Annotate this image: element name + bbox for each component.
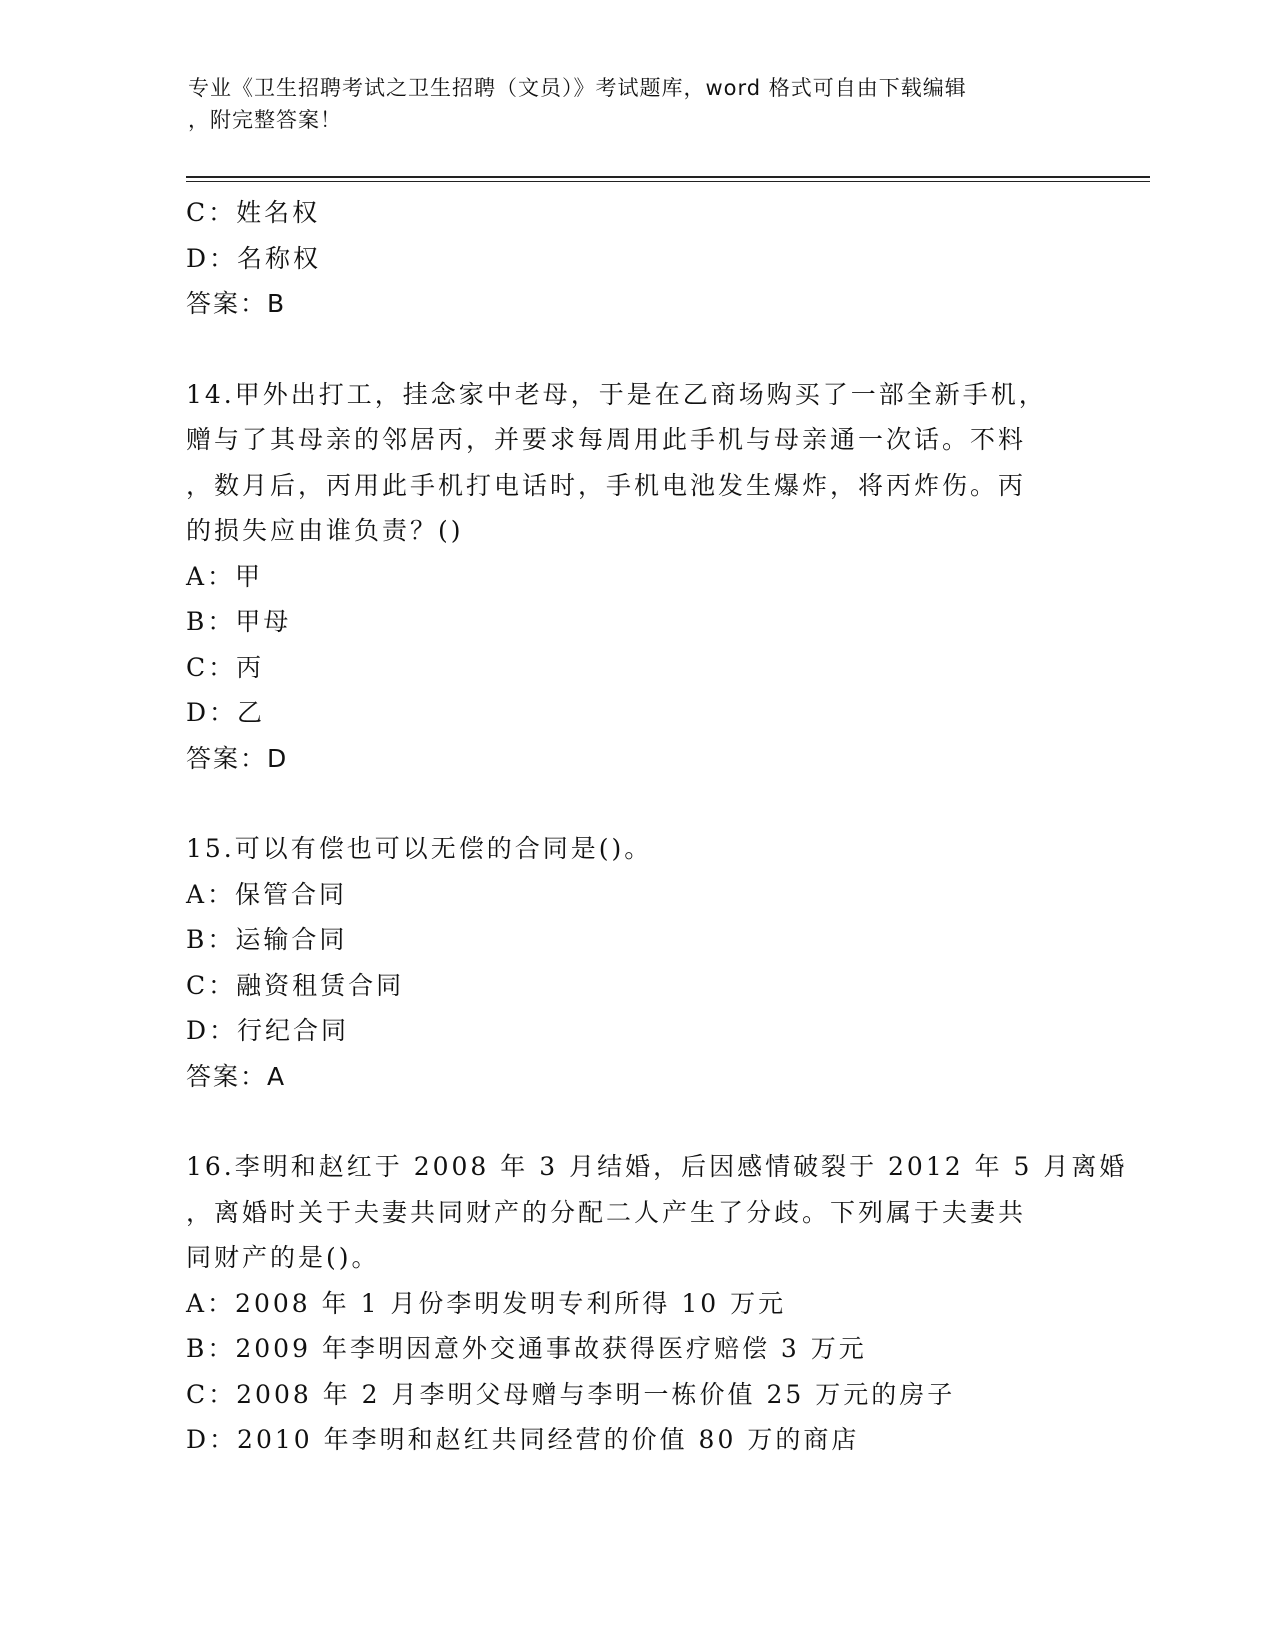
option-a: A：甲 <box>186 561 264 591</box>
header-line-1: 专业《卫生招聘考试之卫生招聘（文员）》考试题库，word 格式可自由下载编辑 <box>188 76 967 100</box>
answer-label: 答案：B <box>186 289 287 318</box>
question-stem: 15.可以有偿也可以无偿的合同是()。 <box>186 834 653 863</box>
option-b: B：运输合同 <box>186 925 348 954</box>
option-c: C：2008 年 2 月李明父母赠与李明一栋价值 25 万元的房子 <box>186 1379 956 1409</box>
option-c: C：融资租赁合同 <box>186 970 405 1000</box>
question-14 <box>186 372 1086 782</box>
option-d: D：名称权 <box>186 243 322 273</box>
question-stem: 14.甲外出打工，挂念家中老母，于是在乙商场购买了一部全新手机， <box>186 379 1047 409</box>
question-stem: ，离婚时关于夫妻共同财产的分配二人产生了分歧。下列属于夫妻共 <box>186 1197 1027 1227</box>
option-d: D：行纪合同 <box>186 1016 350 1045</box>
question-16 <box>186 1144 1128 1463</box>
option-a: A：保管合同 <box>186 879 348 909</box>
question-stem: 赠与了其母亲的邻居丙，并要求每周用此手机与母亲通一次话。不料 <box>186 425 1027 454</box>
option-b: B：甲母 <box>186 607 292 636</box>
option-d: D：乙 <box>186 698 266 727</box>
spacer <box>186 781 1086 826</box>
spacer <box>186 1099 1086 1144</box>
question-13-tail <box>186 190 1086 327</box>
option-c: C：姓名权 <box>186 198 321 227</box>
question-15 <box>186 826 1086 1099</box>
answer-label: 答案：A <box>186 1061 287 1091</box>
option-c: C：丙 <box>186 652 265 682</box>
answer-label: 答案：D <box>186 743 289 773</box>
question-stem: ，数月后，丙用此手机打电话时，手机电池发生爆炸，将丙炸伤。丙 <box>186 470 1027 500</box>
document-header <box>188 72 1068 136</box>
question-content <box>186 190 1128 1463</box>
question-stem: 同财产的是()。 <box>186 1243 380 1272</box>
header-divider-thick <box>186 176 1150 178</box>
header-divider-thin <box>186 181 1150 182</box>
option-b: B：2009 年李明因意外交通事故获得医疗赔偿 3 万元 <box>186 1334 867 1363</box>
spacer <box>186 327 1086 372</box>
header-line-2: ，附完整答案！ <box>188 108 342 132</box>
option-d: D：2010 年李明和赵红共同经营的价值 80 万的商店 <box>186 1425 860 1454</box>
question-stem: 的损失应由谁负责？() <box>186 516 464 545</box>
option-a: A：2008 年 1 月份李明发明专利所得 10 万元 <box>186 1288 787 1318</box>
question-stem: 16.李明和赵红于 2008 年 3 月结婚，后因感情破裂于 2012 年 5 月离婚 <box>186 1152 1128 1181</box>
